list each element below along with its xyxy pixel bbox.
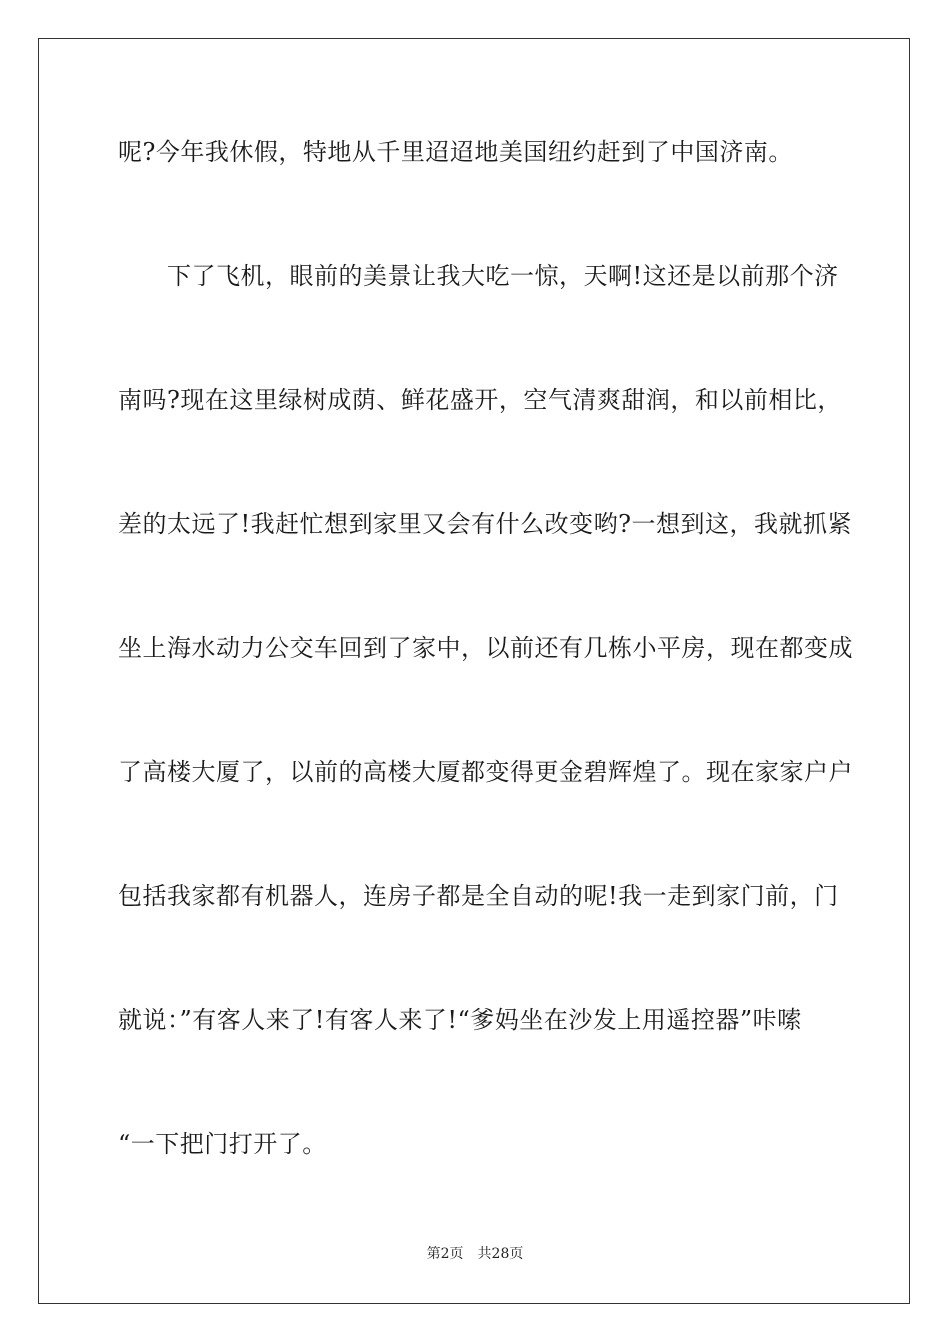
page-number: 第2页 [426, 1246, 464, 1262]
text-line-6: 了高楼大厦了，以前的高楼大厦都变得更金碧辉煌了。现在家家户户 [118, 758, 853, 786]
text-line-3: 南吗?现在这里绿树成荫、鲜花盛开，空气清爽甜润，和以前相比， [118, 386, 842, 414]
text-line-1: 呢?今年我休假，特地从千里迢迢地美国纽约赶到了中国济南。 [118, 138, 793, 166]
page-footer [0, 1244, 950, 1264]
text-line-7: 包括我家都有机器人，连房子都是全自动的呢!我一走到家门前，门 [118, 882, 839, 910]
text-line-5: 坐上海水动力公交车回到了家中，以前还有几栋小平房，现在都变成 [118, 634, 853, 662]
text-line-8: 就说：”有客人来了!有客人来了!“爹妈坐在沙发上用遥控器”咔嗦 [118, 1006, 802, 1034]
text-line-2: 下了飞机，眼前的美景让我大吃一惊，天啊!这还是以前那个济 [118, 262, 839, 290]
text-line-9: “一下把门打开了。 [118, 1130, 327, 1158]
text-line-4: 差的太远了!我赶忙想到家里又会有什么改变哟?一想到这，我就抓紧 [118, 510, 853, 538]
page-border [38, 38, 910, 1304]
page-total: 共28页 [477, 1246, 524, 1262]
